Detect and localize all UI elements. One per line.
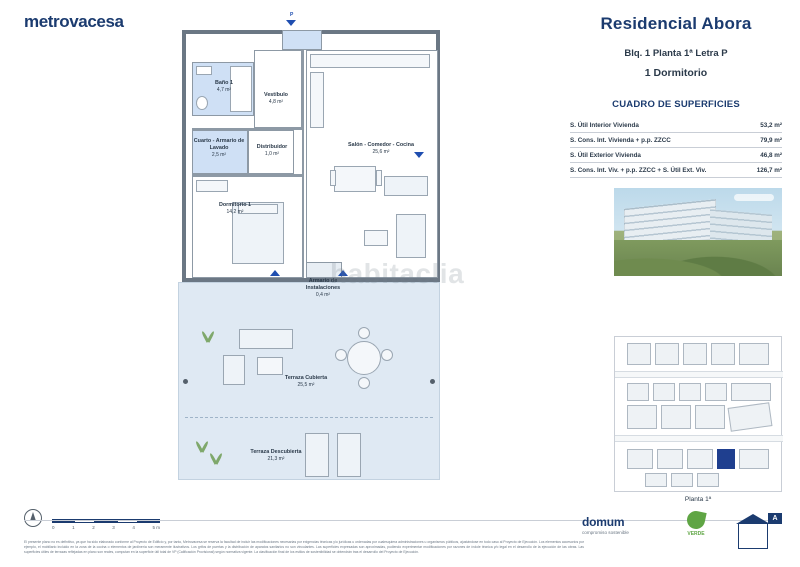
room-label-installations [296, 278, 350, 298]
brand-logo: metrovacesa [24, 12, 124, 31]
room-name: Terraza Cubierta [284, 375, 328, 381]
room-name: Baño 1 [215, 80, 233, 86]
site-block [739, 449, 769, 469]
dining-chair [330, 170, 336, 186]
outdoor-coffee-table [257, 357, 283, 375]
site-plan [614, 336, 782, 492]
sofa-furniture-2 [396, 214, 426, 258]
site-block [728, 402, 773, 432]
site-block [627, 383, 649, 401]
block-line: Blq. 1 Planta 1ª Letra P [624, 48, 728, 59]
terrace-marker-dot [430, 379, 435, 384]
room-name: Dormitorio 1 [218, 202, 252, 208]
footer-logos [582, 509, 782, 553]
room-area: 1,0 m² [264, 150, 280, 157]
room-vestibule [254, 50, 302, 128]
room-name: Cuarto - Armario de Lavado [193, 138, 245, 151]
area-label: S. Útil Interior Vivienda [570, 118, 749, 133]
outdoor-round-table [347, 341, 381, 375]
area-label: S. Cons. Int. Vivienda + p.p. ZZCC [570, 133, 749, 148]
room-area: 0,4 m² [315, 291, 331, 298]
outdoor-sofa [239, 329, 293, 349]
site-block [671, 473, 693, 487]
dining-chair [376, 170, 382, 186]
outdoor-chair [358, 377, 370, 389]
site-plan-caption: Planta 1ª [684, 496, 712, 503]
room-installations-closet [306, 262, 342, 278]
site-block [657, 449, 683, 469]
scale-tick: 0 [52, 525, 55, 530]
sink-fixture [196, 66, 212, 75]
room-label-living [346, 142, 416, 155]
area-value: 46,8 m² [749, 148, 782, 163]
energy-grade-value: A [768, 513, 782, 524]
scale-tick: 1 [72, 525, 75, 530]
area-label: S. Cons. Int. Viv. + p.p. ZZCC + S. Útil Ext. Viv. [570, 163, 749, 178]
room-label-distributor [248, 144, 296, 157]
verde-label: VERDE [687, 531, 705, 537]
area-value: 53,2 m² [749, 118, 782, 133]
scale-tick: 5 m [152, 525, 160, 530]
cloud-shape [734, 194, 774, 201]
site-block [627, 405, 657, 429]
outdoor-chair [358, 327, 370, 339]
site-block [697, 473, 719, 487]
site-road [615, 371, 783, 378]
terrace-divider [185, 417, 433, 418]
scale-tick: 4 [132, 525, 135, 530]
leaf-icon [685, 509, 706, 530]
room-label-uncovered-terrace [241, 449, 311, 462]
scale-ticks [52, 525, 160, 530]
wardrobe-furniture [196, 180, 228, 192]
room-name: Distribuidor [256, 144, 288, 150]
room-area: 2,5 m² [211, 151, 227, 158]
verde-certification-logo [678, 511, 714, 537]
table-row [570, 118, 782, 133]
room-label-bedroom [204, 202, 266, 215]
room-label-vestibule [250, 92, 302, 105]
entrance-label: P [290, 12, 294, 18]
room-area: 21,3 m² [267, 455, 285, 462]
scale-tick: 2 [92, 525, 95, 530]
bedrooms-line: 1 Dormitorio [644, 67, 708, 79]
room-area: 4,8 m² [268, 98, 284, 105]
house-body-icon [738, 523, 768, 549]
entrance-arrow-icon [286, 20, 296, 26]
terrace-area [178, 282, 440, 480]
room-name: Vestíbulo [264, 92, 288, 98]
plant-icon [201, 335, 215, 349]
energy-rating-badge [736, 509, 782, 549]
room-area: 4,7 m² [216, 86, 232, 93]
interior-wall [192, 128, 304, 130]
disclaimer-text: El presente plano no es definitivo, ya que ha sido elaborado conforme al Proyecto de Edificio y, por tanto, Metrovacesa se reserva la facultad de incluir las modificaciones necesarias por exigencias técnicas y/o jurídicas u ordenadas por cualesquiera administraciones u organismos públicos, ajustándose en todo caso al Proyecto de Ejecución. Los elementos accesorios por ejemplo, el mobiliario incluido en la zona de la cocina o elementos de jardinería son meramente ilustrativos. Los grifos de puertas y la distribución de aparatos sanitarios no son vinculantes. Las superficies expresadas son aproximadas, pudiendo experimentar modificaciones por razones de índole técnica y/o legal en el desarrollo de la ejecución de las obras. Las superficies útiles de terrazas reflejadas en plano son reales, computan en la superficie útil total de VP (Calificación Provisional) según normativa vigente. La clasificación final de los estilos de sostenibilidad se obtendrán tras el desarrollo del Proyecto de Ejecución. [24, 540, 584, 555]
area-value: 79,9 m² [749, 133, 782, 148]
site-block-highlighted [717, 449, 735, 469]
room-name: Terraza Descubierta [250, 449, 302, 455]
room-name: Salón - Comedor - Cocina [348, 142, 414, 148]
site-block [653, 383, 675, 401]
site-block [739, 343, 769, 365]
coffee-table [364, 230, 388, 246]
outdoor-chair [381, 349, 393, 361]
terrace-marker-dot [183, 379, 188, 384]
sofa-furniture [384, 176, 428, 196]
areas-table-title: CUADRO DE SUPERFICIES [612, 99, 740, 110]
table-row [570, 163, 782, 178]
sun-lounger [337, 433, 361, 477]
room-area: 25,5 m² [297, 381, 315, 388]
plant-icon [209, 457, 223, 471]
room-area: 25,6 m² [372, 148, 390, 155]
interior-outline [182, 30, 440, 282]
info-panel [570, 14, 782, 178]
area-label: S. Útil Exterior Vivienda [570, 148, 749, 163]
domum-tagline: compromiso sostenible [582, 530, 629, 535]
site-block [627, 449, 653, 469]
room-name: Armario de Instalaciones [305, 278, 341, 291]
site-block [731, 383, 771, 401]
window-arrow-icon [338, 270, 348, 276]
interior-wall [302, 50, 304, 278]
interior-wall [192, 174, 304, 176]
dining-table [334, 166, 376, 192]
kitchen-counter [310, 54, 430, 68]
scale-tick: 3 [112, 525, 115, 530]
areas-table [570, 118, 782, 178]
page-title: Residencial Abora [600, 14, 752, 33]
site-block [627, 343, 651, 365]
entrance-recess [282, 30, 322, 50]
outdoor-chair [335, 349, 347, 361]
table-row [570, 133, 782, 148]
vegetation-foreground [614, 240, 782, 276]
room-label-bathroom [202, 80, 246, 93]
kitchen-cabinets [310, 72, 324, 128]
site-block [679, 383, 701, 401]
site-road [615, 435, 783, 442]
room-area: 14,2 m² [226, 208, 244, 215]
window-arrow-icon [414, 152, 424, 158]
window-arrow-icon [270, 270, 280, 276]
watermark: habitaclia [330, 258, 465, 289]
area-value: 126,7 m² [749, 163, 782, 178]
site-block [661, 405, 691, 429]
site-block [705, 383, 727, 401]
domum-name: domum [582, 515, 625, 529]
north-compass-icon [24, 509, 42, 527]
room-label-covered-terrace [271, 375, 341, 388]
toilet-fixture [196, 96, 208, 110]
site-block [711, 343, 735, 365]
domum-logo [582, 515, 629, 535]
site-block [695, 405, 725, 429]
building-render-photo [614, 188, 782, 276]
outdoor-armchair [223, 355, 245, 385]
site-block [645, 473, 667, 487]
site-block [683, 343, 707, 365]
plant-icon [195, 445, 209, 459]
site-block [687, 449, 713, 469]
table-row [570, 148, 782, 163]
room-label-laundry [190, 138, 248, 158]
floor-plan [178, 12, 440, 480]
site-block [655, 343, 679, 365]
